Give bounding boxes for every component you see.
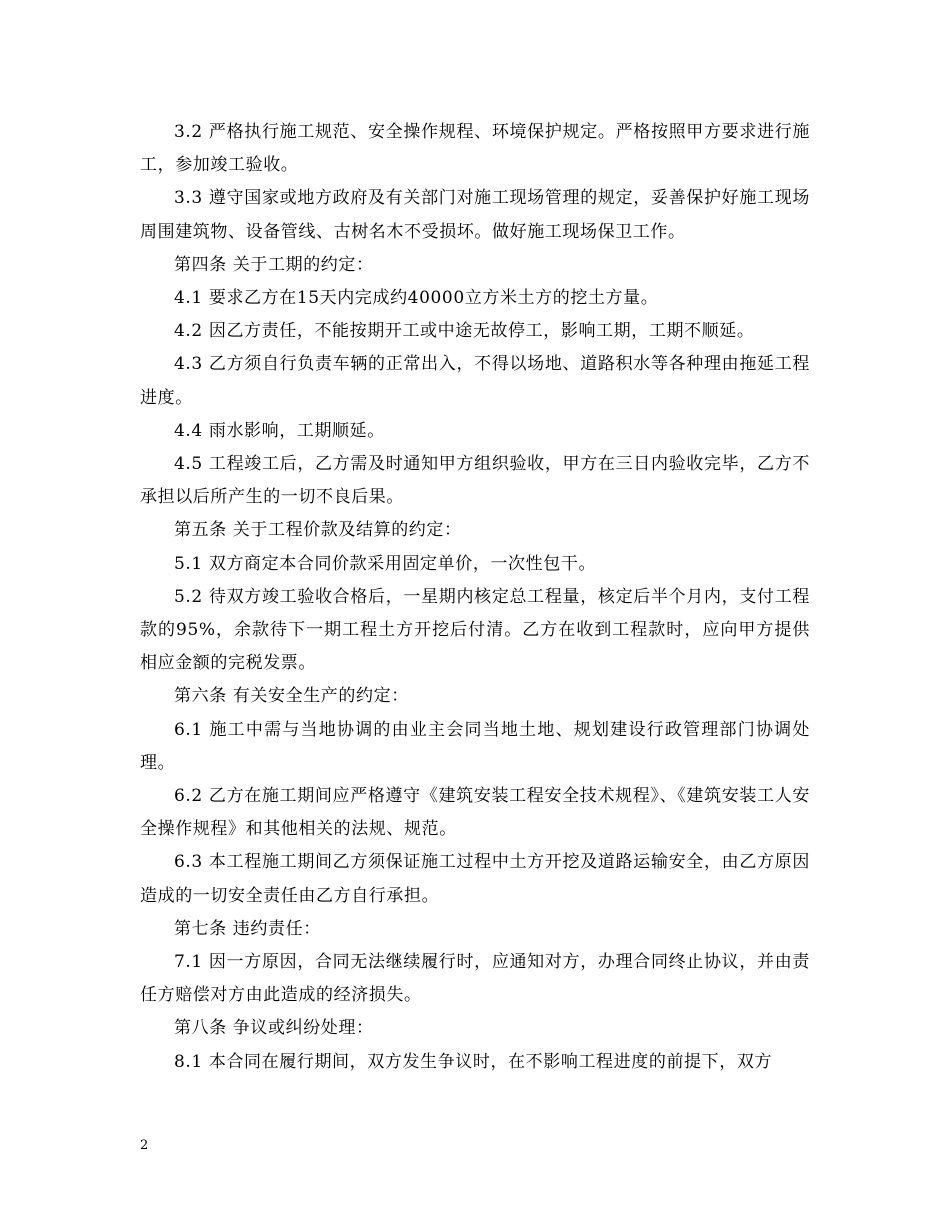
clause-6-1: 6.1 施工中需与当地协调的由业主会同当地土地、规划建设行政管理部门协调处理。 xyxy=(140,719,810,773)
document-body xyxy=(140,116,810,1079)
article-8-heading: 第八条 争议或纠纷处理： xyxy=(174,1018,374,1039)
page-number: 2 xyxy=(140,1138,149,1153)
article-7-heading: 第七条 违约责任： xyxy=(174,918,321,939)
clause-8-1: 8.1 本合同在履行期间，双方发生争议时，在不影响工程进度的前提下，双方 xyxy=(174,1051,773,1072)
article-6-heading: 第六条 有关安全生产的约定： xyxy=(174,686,409,707)
clause-6-2: 6.2 乙方在施工期间应严格遵守《建筑安装工程安全技术规程》、《建筑安装工人安全操作规程》和其他相关的法规、规范。 xyxy=(140,786,810,840)
clause-4-4: 4.4 雨水影响，工期顺延。 xyxy=(174,420,385,441)
clause-3-2: 3.2 严格执行施工规范、安全操作规程、环境保护规定。严格按照甲方要求进行施工，参加竣工验收。 xyxy=(140,122,810,176)
article-5-heading: 第五条 关于工程价款及结算的约定： xyxy=(174,520,462,541)
article-4-heading: 第四条 关于工期的约定： xyxy=(174,254,374,275)
clause-4-5: 4.5 工程竣工后，乙方需及时通知甲方组织验收，甲方在三日内验收完毕，乙方不承担以后所产生的一切不良后果。 xyxy=(140,454,810,508)
clause-5-1: 5.1 双方商定本合同价款采用固定单价，一次性包干。 xyxy=(174,553,597,574)
clause-7-1: 7.1 因一方原因，合同无法继续履行时，应通知对方，办理合同终止协议，并由责任方赔偿对方由此造成的经济损失。 xyxy=(140,952,810,1006)
clause-5-2: 5.2 待双方竣工验收合格后，一星期内核定总工程量，核定后半个月内，支付工程款的95%，余款待下一期工程土方开挖后付清。乙方在收到工程款时，应向甲方提供相应金额的完税发票。 xyxy=(140,586,810,674)
clause-6-3: 6.3 本工程施工期间乙方须保证施工过程中土方开挖及道路运输安全，由乙方原因造成的一切安全责任由乙方自行承担。 xyxy=(140,852,810,906)
clause-4-2: 4.2 因乙方责任，不能按期开工或中途无故停工，影响工期，工期不顺延。 xyxy=(174,321,755,342)
clause-4-3: 4.3 乙方须自行负责车辆的正常出入，不得以场地、道路积水等各种理由拖延工程进度。 xyxy=(140,354,810,408)
clause-3-3: 3.3 遵守国家或地方政府及有关部门对施工现场管理的规定，妥善保护好施工现场周围建筑物、设备管线、古树名木不受损坏。做好施工现场保卫工作。 xyxy=(140,188,810,242)
clause-4-1: 4.1 要求乙方在15天内完成约40000立方米土方的挖土方量。 xyxy=(174,288,659,309)
